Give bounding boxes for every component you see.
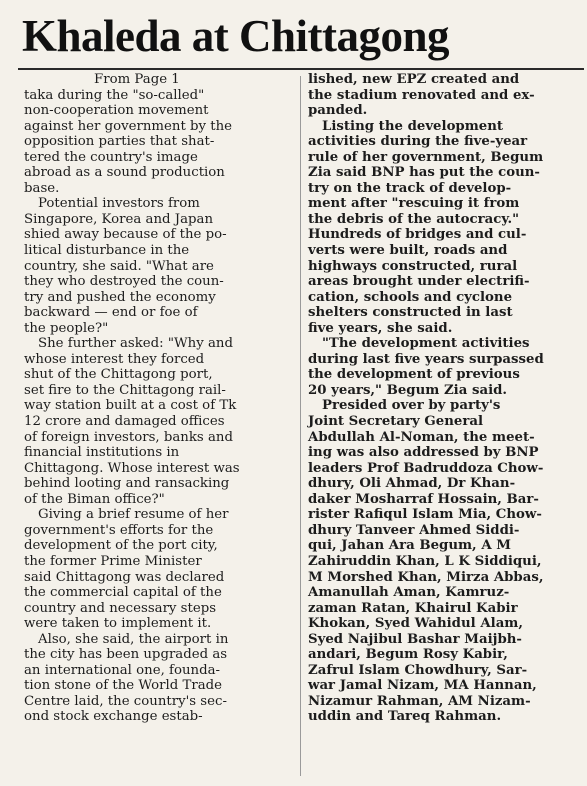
text-line: tion stone of the World Trade (24, 678, 223, 694)
text-line: andari, Begum Rosy Kabir, (308, 647, 508, 663)
text-line: the stadium renovated and ex- (308, 87, 535, 103)
text-line: Zia said BNP has put the coun- (308, 165, 540, 181)
text-line: 12 crore and damaged offices (24, 414, 225, 430)
text-line: against her government by the (24, 118, 233, 134)
text-line: Listing the development (322, 118, 504, 134)
text-line: five years, she said. (308, 320, 453, 336)
text-line: cation, schools and cyclone (308, 289, 513, 305)
text-line: daker Mosharraf Hossain, Bar- (308, 491, 539, 507)
headline-rule (18, 68, 584, 70)
text-line: government's efforts for the (24, 522, 214, 538)
text-line: Singapore, Korea and Japan (24, 211, 214, 227)
text-line: uddin and Tareq Rahman. (308, 709, 502, 725)
text-line: shied away because of the po- (24, 227, 227, 243)
jump-line: From Page 1 (94, 72, 180, 87)
text-line: Potential investors from (38, 196, 200, 212)
text-line: abroad as a sound production (24, 165, 225, 181)
text-line: activities during the five-year (308, 134, 528, 150)
text-line: opposition parties that shat- (24, 134, 215, 150)
text-line: ment after "rescuing it from (308, 196, 520, 212)
text-line: dhury, Oli Ahmad, Dr Khan- (308, 476, 516, 492)
text-line: shelters constructed in last (308, 305, 513, 321)
text-line: an international one, founda- (24, 662, 221, 678)
text-line: Joint Secretary General (308, 414, 484, 430)
text-line: litical disturbance in the (24, 243, 190, 259)
text-line: zaman Ratan, Khairul Kabir (308, 600, 518, 616)
text-line: the commercial capital of the (24, 585, 222, 601)
text-line: said Chittagong was declared (24, 569, 225, 585)
text-line: backward — end or foe of (24, 305, 198, 321)
text-line: financial institutions in (24, 445, 180, 461)
article-column-right (308, 72, 578, 725)
text-line: the development of previous (308, 367, 520, 383)
headline: Khaleda at Chittagong (22, 11, 450, 61)
text-line: qui, Jahan Ara Begum, A M (308, 538, 511, 554)
text-line: the debris of the autocracy." (308, 211, 520, 227)
text-line: of the Biman office?" (24, 491, 165, 507)
text-line: Also, she said, the airport in (38, 631, 229, 647)
text-line: rister Rafiqul Islam Mia, Chow- (308, 507, 542, 523)
text-line: the city has been upgraded as (24, 647, 228, 663)
text-line: dhury Tanveer Ahmed Siddi- (308, 522, 520, 538)
text-line: were taken to implement it. (24, 616, 212, 632)
text-line: try on the track of develop- (308, 180, 512, 196)
text-line: 20 years," Begum Zia said. (308, 382, 508, 398)
text-line: shut of the Chittagong port, (24, 367, 213, 383)
text-line: war Jamal Nizam, MA Hannan, (308, 678, 537, 694)
text-line: whose interest they forced (24, 351, 205, 367)
text-line: Amanullah Aman, Kamruz- (308, 585, 510, 601)
text-line: country, she said. "What are (24, 258, 214, 274)
text-line: during last five years surpassed (308, 351, 544, 367)
column-divider (300, 76, 301, 776)
text-line: highways constructed, rural (308, 258, 518, 274)
text-line: "The development activities (322, 336, 530, 352)
text-line: Khokan, Syed Wahidul Alam, (308, 616, 524, 632)
text-line: tered the country's image (24, 149, 198, 165)
text-line: leaders Prof Badruddoza Chow- (308, 460, 544, 476)
text-line: Abdullah Al-Noman, the meet- (308, 429, 535, 445)
text-line: rule of her government, Begum (308, 149, 544, 165)
text-line: ing was also addressed by BNP (308, 445, 539, 461)
text-line: Hundreds of bridges and cul- (308, 227, 527, 243)
text-line: panded. (308, 103, 368, 119)
text-line: Zahiruddin Khan, L K Siddiqui, (308, 553, 542, 569)
text-line: Zafrul Islam Chowdhury, Sar- (308, 662, 528, 678)
text-line: Centre laid, the country's sec- (24, 693, 227, 709)
text-line: She further asked: "Why and (38, 336, 233, 352)
text-line: development of the port city, (24, 538, 218, 554)
text-line: base. (24, 180, 60, 196)
text-line: lished, new EPZ created and (308, 72, 520, 87)
text-line: Presided over by party's (322, 398, 501, 414)
text-line: Syed Najibul Bashar Maijbh- (308, 631, 522, 647)
text-line: areas brought under electrifi- (308, 274, 530, 290)
text-line: Chittagong. Whose interest was (24, 460, 240, 476)
text-line: taka during the "so-called" (24, 87, 205, 103)
text-line: M Morshed Khan, Mirza Abbas, (308, 569, 544, 585)
text-line: they who destroyed the coun- (24, 274, 224, 290)
text-line: non-cooperation movement (24, 103, 209, 119)
article-column-left (24, 72, 292, 725)
text-line: country and necessary steps (24, 600, 217, 616)
text-line: ond stock exchange estab- (24, 709, 203, 725)
text-line: of foreign investors, banks and (24, 429, 233, 445)
text-line: set fire to the Chittagong rail- (24, 382, 226, 398)
text-line: Nizamur Rahman, AM Nizam- (308, 693, 531, 709)
text-line: way station built at a cost of Tk (24, 398, 237, 414)
text-line: try and pushed the economy (24, 289, 216, 305)
text-line: verts were built, roads and (308, 243, 508, 259)
text-line: the former Prime Minister (24, 553, 202, 569)
text-line: Giving a brief resume of her (38, 507, 229, 523)
text-line: the people?" (24, 320, 109, 336)
text-line: behind looting and ransacking (24, 476, 230, 492)
